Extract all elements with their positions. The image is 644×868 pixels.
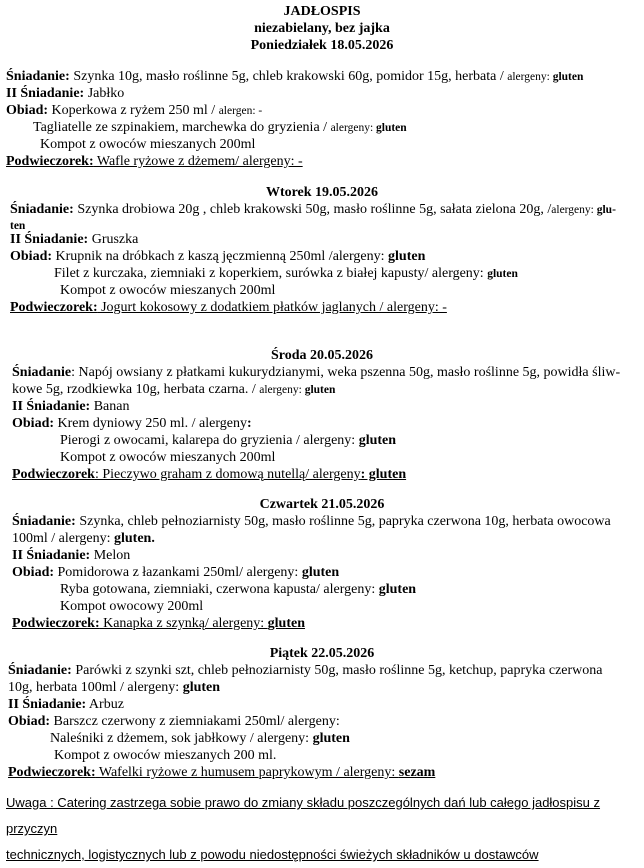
breakfast-text: Szynka drobiowa 20g , chleb krakowski 50g, masło roślinne 5g, sałata zielona 20g, / <box>73 202 552 217</box>
thursday-lunch <box>12 564 339 581</box>
wednesday-lunch <box>12 415 252 432</box>
breakfast-text: : Napój owsiany z płatkami kukurydzianymi, weka pszenna 50g, masło roślinne 5g, powidła śliw- <box>71 365 621 380</box>
breakfast-text-cont: 10g, herbata 100ml / alergeny: <box>8 680 183 695</box>
second-breakfast-text: Jabłko <box>84 86 125 101</box>
snack-text: : Pieczywo graham z domową nutellą/ alergeny <box>94 467 361 482</box>
tuesday-breakfast-allergen-cont: ten <box>10 220 26 232</box>
friday-lunch-drink: Kompot z owoców mieszanych 200 ml. <box>54 748 277 763</box>
allergen-value: gluten <box>388 249 426 264</box>
allergen-value: : gluten <box>360 467 407 482</box>
allergen-label: alergeny: <box>551 204 597 216</box>
snack-label: Podwieczorek <box>12 467 95 482</box>
wednesday-second-breakfast <box>12 398 129 415</box>
allergen-value: gluten <box>301 565 340 580</box>
monday-breakfast <box>6 68 583 86</box>
lunch-label: Obiad: <box>8 714 51 729</box>
lunch-text: Koperkowa z ryżem 250 ml / <box>48 103 219 118</box>
lunch-label: Obiad: <box>6 103 49 118</box>
menu-title: JADŁOSPIS <box>283 4 361 19</box>
snack-text: Kanapka z szynką/ alergeny: <box>99 616 268 631</box>
monday-date: Poniedziałek 18.05.2026 <box>250 38 394 53</box>
disclaimer-line-2: technicznych, logistycznych lub z powodu niedostępności świeżych składników u dostawców <box>6 847 539 862</box>
thursday-date: Czwartek 21.05.2026 <box>259 497 385 512</box>
allergen-label: alergeny: <box>507 71 553 83</box>
allergen-label: alergeny: <box>330 122 377 134</box>
breakfast-text: Parówki z szynki szt, chleb pełnoziarnisty 50g, masło roślinne 5g, ketchup, papryka czerwona <box>71 663 603 678</box>
allergen-value: glu- <box>596 204 616 216</box>
lunch-main-text: Filet z kurczaka, ziemniaki z koperkiem, surówka z białej kapusty/ alergeny: <box>54 266 488 281</box>
tuesday-lunch <box>10 248 425 265</box>
second-breakfast-text: Melon <box>90 548 131 563</box>
breakfast-text: Szynka 10g, masło roślinne 5g, chleb krakowski 60g, pomidor 15g, herbata / <box>69 69 508 84</box>
wednesday-snack <box>12 466 406 483</box>
friday-lunch-main <box>50 730 350 747</box>
allergen-label: alergen: - <box>218 105 263 117</box>
friday-breakfast-cont <box>8 679 220 696</box>
tuesday-snack <box>10 299 447 316</box>
monday-second-breakfast <box>6 85 124 102</box>
second-breakfast-label: II Śniadanie: <box>8 697 87 712</box>
breakfast-text-cont: kowe 5g, rzodkiewka 10g, herbata czarna. / <box>12 382 260 397</box>
tuesday-second-breakfast <box>10 231 138 248</box>
wednesday-lunch-main <box>60 432 396 449</box>
lunch-colon: : <box>247 416 252 431</box>
allergen-value: gluten <box>358 433 397 448</box>
lunch-main-text: Ryba gotowana, ziemniaki, czerwona kapusta/ alergeny: <box>60 582 379 597</box>
lunch-label: Obiad: <box>12 416 55 431</box>
lunch-text: Barszcz czerwony z ziemniakami 250ml/ alergeny: <box>50 714 340 729</box>
lunch-main-text: Tagliatelle ze szpinakiem, marchewka do gryzienia / <box>33 120 331 135</box>
breakfast-text-cont: 100ml / alergeny: <box>12 531 114 546</box>
monday-snack <box>6 153 303 170</box>
thursday-breakfast <box>12 513 611 530</box>
second-breakfast-label: II Śniadanie: <box>6 86 85 101</box>
allergen-label: alergeny: <box>259 384 305 396</box>
lunch-text: Krupnik na dróbkach z kaszą jęczmienną 250ml /alergeny: <box>52 249 389 264</box>
friday-date: Piątek 22.05.2026 <box>269 646 375 661</box>
lunch-text: Pomidorowa z łazankami 250ml/ alergeny: <box>54 565 302 580</box>
second-breakfast-text: Banan <box>90 399 130 414</box>
breakfast-label: Śniadanie: <box>6 69 70 84</box>
lunch-main-text: Pierogi z owocami, kalarepa do gryzienia / alergeny: <box>60 433 359 448</box>
second-breakfast-text: Arbuz <box>86 697 124 712</box>
snack-label: Podwieczorek: <box>6 154 94 169</box>
lunch-text: Krem dyniowy 250 ml. / alergeny <box>54 416 248 431</box>
second-breakfast-label: II Śniadanie: <box>10 232 89 247</box>
breakfast-label: Śniadanie <box>12 365 72 380</box>
second-breakfast-label: II Śniadanie: <box>12 399 91 414</box>
lunch-main-text: Naleśniki z dżemem, sok jabłkowy / alergeny: <box>50 731 313 746</box>
allergen-value: gluten <box>376 122 407 134</box>
thursday-snack <box>12 615 305 632</box>
monday-lunch-drink: Kompot z owoców mieszanych 200ml <box>40 137 256 152</box>
snack-text: Jogurt kokosowy z dodatkiem płatków jaglanych / alergeny: - <box>97 300 447 315</box>
disclaimer-note <box>6 790 638 868</box>
tuesday-breakfast <box>10 201 616 219</box>
allergen-value: gluten <box>378 582 417 597</box>
allergen-value: gluten <box>552 71 584 83</box>
wednesday-breakfast <box>12 364 620 381</box>
thursday-second-breakfast <box>12 547 130 564</box>
lunch-label: Obiad: <box>12 565 55 580</box>
friday-second-breakfast <box>8 696 124 713</box>
allergen-value: gluten <box>267 616 306 631</box>
friday-snack <box>8 764 435 781</box>
tuesday-lunch-drink: Kompot z owoców mieszanych 200ml <box>60 283 276 298</box>
breakfast-text: Szynka, chleb pełnoziarnisty 50g, masło roślinne 5g, papryka czerwona 10g, herbata owocowa <box>75 514 611 529</box>
thursday-lunch-main <box>60 581 416 598</box>
second-breakfast-text: Gruszka <box>88 232 139 247</box>
allergen-value: gluten <box>312 731 350 746</box>
monday-lunch <box>6 102 262 120</box>
monday-lunch-main <box>33 119 407 137</box>
allergen-value: sezam <box>398 765 436 780</box>
allergen-value: gluten <box>182 680 221 695</box>
wednesday-breakfast-cont <box>12 381 335 399</box>
wednesday-date: Środa 20.05.2026 <box>270 348 374 363</box>
lunch-label: Obiad: <box>10 249 53 264</box>
snack-text: Wafelki ryżowe z humusem paprykowym / alergeny: <box>95 765 399 780</box>
friday-lunch <box>8 713 340 730</box>
disclaimer-line-1: Uwaga : Catering zastrzega sobie prawo do zmiany składu poszczególnych dań lub całego jadłospisu z przyczyn <box>6 795 601 836</box>
breakfast-label: Śniadanie: <box>12 514 76 529</box>
wednesday-lunch-drink: Kompot z owoców mieszanych 200ml <box>60 450 276 465</box>
thursday-breakfast-cont <box>12 530 155 547</box>
allergen-value: gluten <box>487 268 518 280</box>
allergen-value: gluten. <box>114 531 155 546</box>
breakfast-label: Śniadanie: <box>8 663 72 678</box>
breakfast-label: Śniadanie: <box>10 202 74 217</box>
allergen-value: gluten <box>304 384 336 396</box>
snack-label: Podwieczorek: <box>10 300 98 315</box>
tuesday-lunch-main <box>54 265 518 283</box>
menu-subtitle: niezabielany, bez jajka <box>254 21 390 36</box>
thursday-lunch-drink: Kompot owocowy 200ml <box>60 599 204 614</box>
snack-label: Podwieczorek: <box>12 616 100 631</box>
friday-breakfast <box>8 662 603 679</box>
snack-text: Wafle ryżowe z dżemem/ alergeny: - <box>93 154 303 169</box>
snack-label: Podwieczorek: <box>8 765 96 780</box>
second-breakfast-label: II Śniadanie: <box>12 548 91 563</box>
tuesday-date: Wtorek 19.05.2026 <box>265 185 379 200</box>
